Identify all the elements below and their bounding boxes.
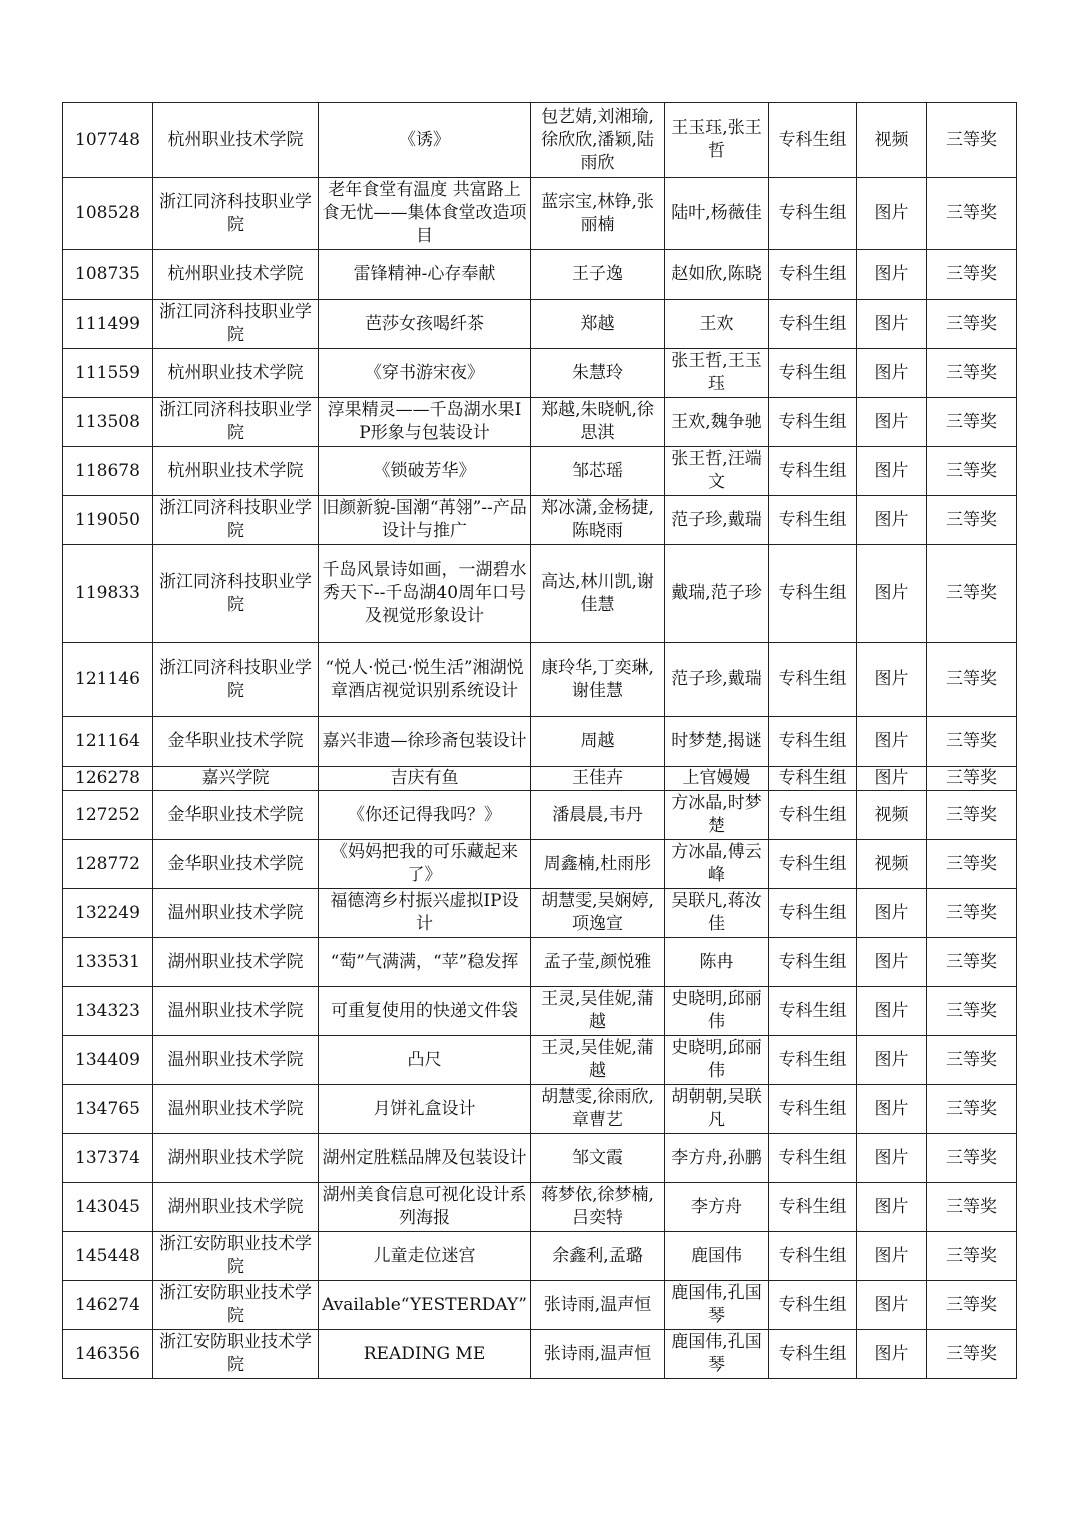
work-type-cell: 图片: [857, 1036, 927, 1085]
work-type-cell: 图片: [857, 447, 927, 496]
table-row: [63, 103, 1017, 178]
table-row: [63, 1330, 1017, 1379]
advisors-cell: 赵如欣,陈晓: [665, 250, 769, 300]
work-id-cell: 133531: [63, 938, 153, 987]
advisors-cell: 王欢: [665, 300, 769, 349]
award-cell: 三等奖: [927, 1134, 1017, 1183]
award-cell: 三等奖: [927, 791, 1017, 840]
school-cell: 浙江同济科技职业学院: [153, 496, 319, 545]
school-cell: 金华职业技术学院: [153, 840, 319, 889]
work-title-cell: 吉庆有鱼: [319, 767, 531, 791]
advisors-cell: 胡朝朝,吴联凡: [665, 1085, 769, 1134]
advisors-cell: 史晓明,邱丽伟: [665, 987, 769, 1036]
award-cell: 三等奖: [927, 938, 1017, 987]
group-cell: 专科生组: [769, 1036, 857, 1085]
table-row: [63, 840, 1017, 889]
work-id-cell: 111559: [63, 349, 153, 398]
award-cell: 三等奖: [927, 1232, 1017, 1281]
group-cell: 专科生组: [769, 1232, 857, 1281]
school-cell: 浙江安防职业技术学院: [153, 1330, 319, 1379]
work-type-cell: 图片: [857, 398, 927, 447]
award-cell: 三等奖: [927, 1183, 1017, 1232]
advisors-cell: 上官嫚嫚: [665, 767, 769, 791]
work-title-cell: 《诱》: [319, 103, 531, 178]
work-type-cell: 图片: [857, 545, 927, 643]
advisors-cell: 时梦楚,揭谜: [665, 717, 769, 767]
table-row: [63, 889, 1017, 938]
work-id-cell: 118678: [63, 447, 153, 496]
school-cell: 杭州职业技术学院: [153, 349, 319, 398]
group-cell: 专科生组: [769, 717, 857, 767]
group-cell: 专科生组: [769, 178, 857, 250]
work-title-cell: “萄”气满满，“苹”稳发挥: [319, 938, 531, 987]
work-title-cell: 湖州定胜糕品牌及包装设计: [319, 1134, 531, 1183]
school-cell: 温州职业技术学院: [153, 987, 319, 1036]
work-type-cell: 图片: [857, 349, 927, 398]
group-cell: 专科生组: [769, 1281, 857, 1330]
award-cell: 三等奖: [927, 103, 1017, 178]
table-row: [63, 349, 1017, 398]
authors-cell: 王灵,吴佳妮,蒲越: [531, 987, 665, 1036]
group-cell: 专科生组: [769, 496, 857, 545]
authors-cell: 包艺婧,刘湘瑜,徐欣欣,潘颖,陆雨欣: [531, 103, 665, 178]
work-title-cell: READING ME: [319, 1330, 531, 1379]
work-type-cell: 视频: [857, 103, 927, 178]
school-cell: 浙江安防职业技术学院: [153, 1232, 319, 1281]
advisors-cell: 陈冉: [665, 938, 769, 987]
authors-cell: 蓝宗宝,林铮,张丽楠: [531, 178, 665, 250]
work-title-cell: “悦人·悦己·悦生活”湘湖悦章酒店视觉识别系统设计: [319, 643, 531, 717]
work-id-cell: 126278: [63, 767, 153, 791]
work-type-cell: 图片: [857, 643, 927, 717]
advisors-cell: 范子珍,戴瑞: [665, 496, 769, 545]
table-row: [63, 300, 1017, 349]
advisors-cell: 张王哲,王玉珏: [665, 349, 769, 398]
table-row: [63, 987, 1017, 1036]
school-cell: 温州职业技术学院: [153, 1085, 319, 1134]
work-type-cell: 图片: [857, 1330, 927, 1379]
award-cell: 三等奖: [927, 643, 1017, 717]
work-type-cell: 图片: [857, 987, 927, 1036]
authors-cell: 周鑫楠,杜雨彤: [531, 840, 665, 889]
work-title-cell: 福德湾乡村振兴虚拟IP设计: [319, 889, 531, 938]
school-cell: 湖州职业技术学院: [153, 1134, 319, 1183]
work-id-cell: 143045: [63, 1183, 153, 1232]
work-id-cell: 111499: [63, 300, 153, 349]
work-title-cell: 淳果精灵——千岛湖水果IP形象与包装设计: [319, 398, 531, 447]
work-id-cell: 127252: [63, 791, 153, 840]
table-row: [63, 250, 1017, 300]
group-cell: 专科生组: [769, 987, 857, 1036]
school-cell: 浙江同济科技职业学院: [153, 178, 319, 250]
school-cell: 温州职业技术学院: [153, 889, 319, 938]
group-cell: 专科生组: [769, 1085, 857, 1134]
award-cell: 三等奖: [927, 545, 1017, 643]
group-cell: 专科生组: [769, 1183, 857, 1232]
advisors-cell: 戴瑞,范子珍: [665, 545, 769, 643]
authors-cell: 郑冰潇,金杨捷,陈晓雨: [531, 496, 665, 545]
award-cell: 三等奖: [927, 1036, 1017, 1085]
group-cell: 专科生组: [769, 643, 857, 717]
group-cell: 专科生组: [769, 545, 857, 643]
school-cell: 杭州职业技术学院: [153, 447, 319, 496]
authors-cell: 王佳卉: [531, 767, 665, 791]
school-cell: 金华职业技术学院: [153, 791, 319, 840]
work-title-cell: 嘉兴非遗—徐珍斋包装设计: [319, 717, 531, 767]
work-type-cell: 图片: [857, 1232, 927, 1281]
work-type-cell: 图片: [857, 496, 927, 545]
authors-cell: 张诗雨,温声恒: [531, 1330, 665, 1379]
advisors-cell: 史晓明,邱丽伟: [665, 1036, 769, 1085]
work-type-cell: 图片: [857, 938, 927, 987]
authors-cell: 孟子莹,颜悦雅: [531, 938, 665, 987]
work-id-cell: 146356: [63, 1330, 153, 1379]
group-cell: 专科生组: [769, 349, 857, 398]
work-title-cell: 凸尺: [319, 1036, 531, 1085]
work-title-cell: 旧颜新貌-国潮“苒翎”--产品设计与推广: [319, 496, 531, 545]
work-id-cell: 145448: [63, 1232, 153, 1281]
table-row: [63, 1036, 1017, 1085]
advisors-cell: 吴联凡,蒋汝佳: [665, 889, 769, 938]
work-type-cell: 图片: [857, 1085, 927, 1134]
work-id-cell: 134323: [63, 987, 153, 1036]
advisors-cell: 鹿国伟: [665, 1232, 769, 1281]
award-cell: 三等奖: [927, 767, 1017, 791]
award-cell: 三等奖: [927, 300, 1017, 349]
work-type-cell: 视频: [857, 791, 927, 840]
group-cell: 专科生组: [769, 791, 857, 840]
award-cell: 三等奖: [927, 398, 1017, 447]
table-row: [63, 545, 1017, 643]
authors-cell: 邹文霞: [531, 1134, 665, 1183]
group-cell: 专科生组: [769, 447, 857, 496]
work-id-cell: 119050: [63, 496, 153, 545]
authors-cell: 蒋梦依,徐梦楠,吕奕特: [531, 1183, 665, 1232]
work-title-cell: 湖州美食信息可视化设计系列海报: [319, 1183, 531, 1232]
work-id-cell: 137374: [63, 1134, 153, 1183]
authors-cell: 周越: [531, 717, 665, 767]
work-type-cell: 图片: [857, 1281, 927, 1330]
table-row: [63, 496, 1017, 545]
authors-cell: 张诗雨,温声恒: [531, 1281, 665, 1330]
award-cell: 三等奖: [927, 250, 1017, 300]
authors-cell: 胡慧雯,吴娴婷,项逸宣: [531, 889, 665, 938]
work-id-cell: 146274: [63, 1281, 153, 1330]
work-id-cell: 132249: [63, 889, 153, 938]
award-cell: 三等奖: [927, 717, 1017, 767]
table-row: [63, 398, 1017, 447]
work-id-cell: 134409: [63, 1036, 153, 1085]
school-cell: 嘉兴学院: [153, 767, 319, 791]
group-cell: 专科生组: [769, 889, 857, 938]
group-cell: 专科生组: [769, 398, 857, 447]
award-cell: 三等奖: [927, 987, 1017, 1036]
advisors-cell: 鹿国伟,孔国琴: [665, 1330, 769, 1379]
authors-cell: 潘晨晨,韦丹: [531, 791, 665, 840]
school-cell: 温州职业技术学院: [153, 1036, 319, 1085]
work-id-cell: 121164: [63, 717, 153, 767]
school-cell: 浙江同济科技职业学院: [153, 545, 319, 643]
award-cell: 三等奖: [927, 349, 1017, 398]
table-row: [63, 643, 1017, 717]
award-cell: 三等奖: [927, 840, 1017, 889]
authors-cell: 高达,林川凯,谢佳慧: [531, 545, 665, 643]
advisors-cell: 范子珍,戴瑞: [665, 643, 769, 717]
work-type-cell: 图片: [857, 1183, 927, 1232]
work-id-cell: 107748: [63, 103, 153, 178]
work-title-cell: 《锁破芳华》: [319, 447, 531, 496]
group-cell: 专科生组: [769, 767, 857, 791]
authors-cell: 余鑫利,孟璐: [531, 1232, 665, 1281]
authors-cell: 邹芯瑶: [531, 447, 665, 496]
advisors-cell: 陆叶,杨薇佳: [665, 178, 769, 250]
table-row: [63, 717, 1017, 767]
school-cell: 浙江同济科技职业学院: [153, 643, 319, 717]
award-cell: 三等奖: [927, 1281, 1017, 1330]
table-row: [63, 767, 1017, 791]
work-id-cell: 108528: [63, 178, 153, 250]
school-cell: 湖州职业技术学院: [153, 938, 319, 987]
work-title-cell: 《妈妈把我的可乐藏起来了》: [319, 840, 531, 889]
school-cell: 金华职业技术学院: [153, 717, 319, 767]
group-cell: 专科生组: [769, 938, 857, 987]
work-id-cell: 134765: [63, 1085, 153, 1134]
work-title-cell: Available“YESTERDAY”: [319, 1281, 531, 1330]
table-row: [63, 1232, 1017, 1281]
award-cell: 三等奖: [927, 889, 1017, 938]
work-title-cell: 《穿书游宋夜》: [319, 349, 531, 398]
award-cell: 三等奖: [927, 178, 1017, 250]
work-type-cell: 图片: [857, 889, 927, 938]
work-title-cell: 儿童走位迷宫: [319, 1232, 531, 1281]
advisors-cell: 张王哲,汪端文: [665, 447, 769, 496]
award-cell: 三等奖: [927, 447, 1017, 496]
advisors-cell: 方冰晶,傅云峰: [665, 840, 769, 889]
work-id-cell: 119833: [63, 545, 153, 643]
work-title-cell: 雷锋精神-心存奉献: [319, 250, 531, 300]
advisors-cell: 王玉珏,张王哲: [665, 103, 769, 178]
work-type-cell: 图片: [857, 1134, 927, 1183]
award-table: [62, 102, 1017, 1379]
table-row: [63, 791, 1017, 840]
award-table-body: [63, 103, 1017, 1379]
table-row: [63, 1134, 1017, 1183]
advisors-cell: 方冰晶,时梦楚: [665, 791, 769, 840]
work-id-cell: 128772: [63, 840, 153, 889]
table-row: [63, 1281, 1017, 1330]
table-row: [63, 938, 1017, 987]
authors-cell: 郑越,朱晓帆,徐思淇: [531, 398, 665, 447]
work-title-cell: 老年食堂有温度 共富路上食无忧——集体食堂改造项目: [319, 178, 531, 250]
advisors-cell: 李方舟,孙鹏: [665, 1134, 769, 1183]
advisors-cell: 王欢,魏争驰: [665, 398, 769, 447]
advisors-cell: 鹿国伟,孔国琴: [665, 1281, 769, 1330]
school-cell: 浙江同济科技职业学院: [153, 398, 319, 447]
group-cell: 专科生组: [769, 250, 857, 300]
group-cell: 专科生组: [769, 1330, 857, 1379]
authors-cell: 朱慧玲: [531, 349, 665, 398]
group-cell: 专科生组: [769, 103, 857, 178]
award-cell: 三等奖: [927, 1085, 1017, 1134]
work-type-cell: 图片: [857, 767, 927, 791]
advisors-cell: 李方舟: [665, 1183, 769, 1232]
school-cell: 湖州职业技术学院: [153, 1183, 319, 1232]
work-type-cell: 视频: [857, 840, 927, 889]
school-cell: 浙江同济科技职业学院: [153, 300, 319, 349]
table-row: [63, 447, 1017, 496]
authors-cell: 郑越: [531, 300, 665, 349]
work-title-cell: 可重复使用的快递文件袋: [319, 987, 531, 1036]
group-cell: 专科生组: [769, 1134, 857, 1183]
school-cell: 浙江安防职业技术学院: [153, 1281, 319, 1330]
work-type-cell: 图片: [857, 717, 927, 767]
group-cell: 专科生组: [769, 300, 857, 349]
table-row: [63, 1085, 1017, 1134]
work-id-cell: 121146: [63, 643, 153, 717]
work-title-cell: 《你还记得我吗？》: [319, 791, 531, 840]
authors-cell: 胡慧雯,徐雨欣,章曹艺: [531, 1085, 665, 1134]
work-type-cell: 图片: [857, 250, 927, 300]
table-row: [63, 178, 1017, 250]
work-id-cell: 113508: [63, 398, 153, 447]
work-type-cell: 图片: [857, 178, 927, 250]
work-id-cell: 108735: [63, 250, 153, 300]
award-cell: 三等奖: [927, 496, 1017, 545]
work-title-cell: 月饼礼盒设计: [319, 1085, 531, 1134]
school-cell: 杭州职业技术学院: [153, 250, 319, 300]
work-title-cell: 千岛风景诗如画，一湖碧水秀天下--千岛湖40周年口号及视觉形象设计: [319, 545, 531, 643]
work-type-cell: 图片: [857, 300, 927, 349]
award-cell: 三等奖: [927, 1330, 1017, 1379]
authors-cell: 康玲华,丁奕琳,谢佳慧: [531, 643, 665, 717]
table-row: [63, 1183, 1017, 1232]
work-title-cell: 芭莎女孩喝纤茶: [319, 300, 531, 349]
school-cell: 杭州职业技术学院: [153, 103, 319, 178]
authors-cell: 王子逸: [531, 250, 665, 300]
authors-cell: 王灵,吴佳妮,蒲越: [531, 1036, 665, 1085]
group-cell: 专科生组: [769, 840, 857, 889]
